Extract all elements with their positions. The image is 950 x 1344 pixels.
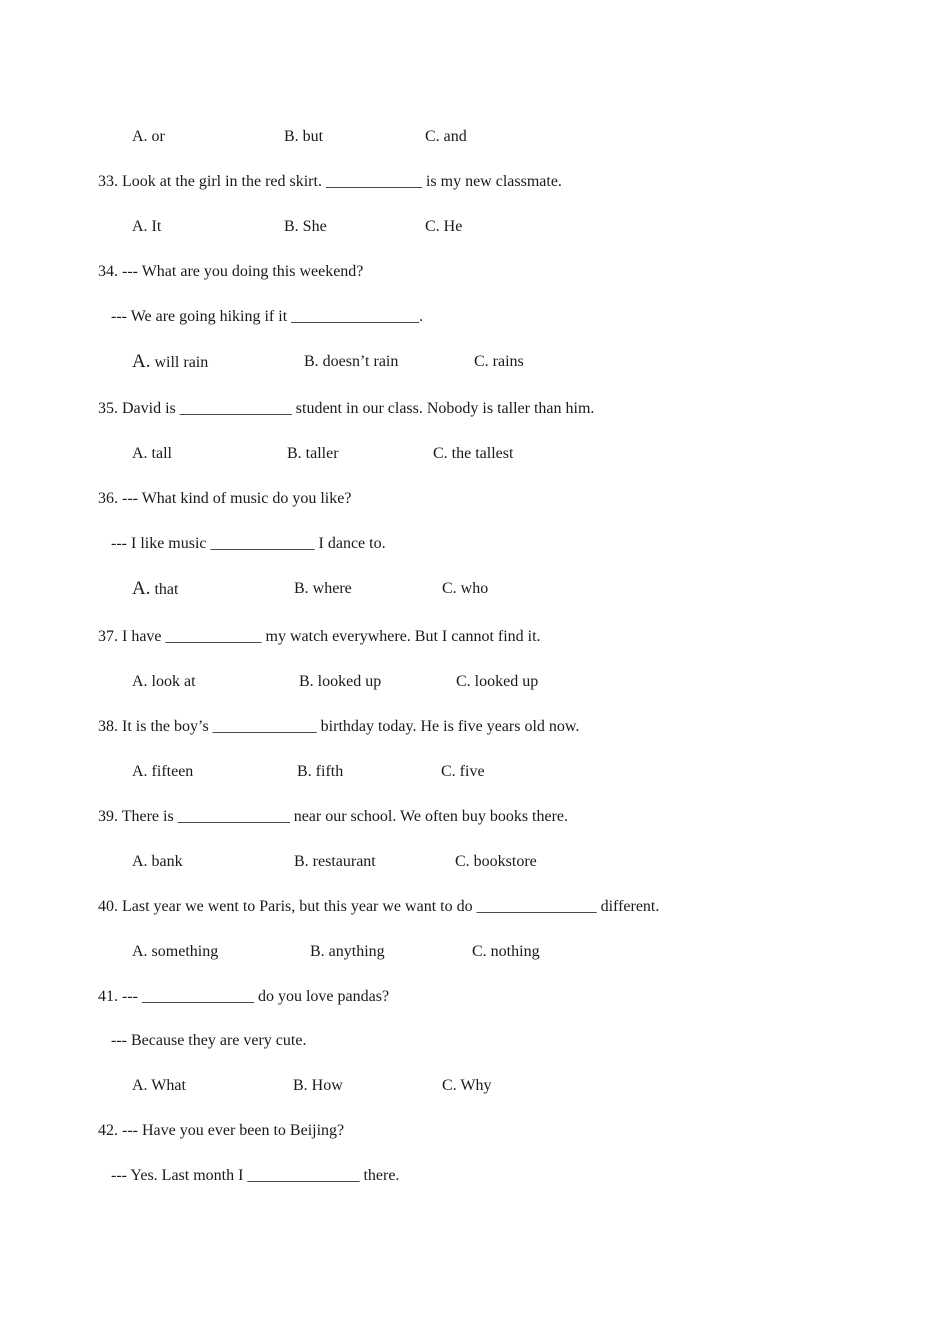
option-b: B. restaurant: [294, 853, 376, 870]
option-c: C. the tallest: [433, 445, 514, 462]
option-a: [132, 579, 178, 600]
option-c: C. rains: [474, 353, 524, 370]
option-b: B. where: [294, 580, 352, 597]
question-38: 38. It is the boy’s _____________ birthday today. He is five years old now.: [98, 718, 580, 735]
option-c: C. He: [425, 218, 463, 235]
option-a: A. look at: [132, 673, 196, 690]
question-36: 36. --- What kind of music do you like?: [98, 490, 352, 507]
option-b: B. doesn’t rain: [304, 353, 399, 370]
option-a: A. fifteen: [132, 763, 194, 780]
question-39: 39. There is ______________ near our school. We often buy books there.: [98, 808, 569, 825]
option-a: A. bank: [132, 853, 183, 870]
option-c: C. and: [425, 128, 467, 145]
option-a: A. It: [132, 218, 162, 235]
option-a: A. What: [132, 1077, 186, 1094]
option-c: C. bookstore: [455, 853, 537, 870]
option-b: B. How: [293, 1077, 343, 1094]
option-c: C. nothing: [472, 943, 540, 960]
reply-36: --- I like music _____________ I dance to.: [111, 535, 386, 552]
option-a: A. something: [132, 943, 219, 960]
reply-34: --- We are going hiking if it ________________.: [111, 308, 424, 325]
option-a-text: that: [150, 581, 179, 598]
question-42: 42. --- Have you ever been to Beijing?: [98, 1122, 345, 1139]
reply-42: --- Yes. Last month I ______________ there.: [111, 1167, 400, 1184]
option-c: C. five: [441, 763, 485, 780]
option-a: A. tall: [132, 445, 172, 462]
option-a: A. or: [132, 128, 165, 145]
option-b: B. taller: [287, 445, 339, 462]
option-a-text: will rain: [150, 354, 209, 371]
option-b: B. looked up: [299, 673, 382, 690]
option-b: B. fifth: [297, 763, 344, 780]
option-a-letter: A.: [132, 351, 151, 372]
question-34: 34. --- What are you doing this weekend?: [98, 263, 364, 280]
option-c: C. Why: [442, 1077, 492, 1094]
reply-41: --- Because they are very cute.: [111, 1032, 307, 1049]
question-40: 40. Last year we went to Paris, but this year we want to do _______________ different.: [98, 898, 660, 915]
option-b: B. anything: [310, 943, 385, 960]
option-b: B. She: [284, 218, 327, 235]
option-b: B. but: [284, 128, 324, 145]
question-41: 41. --- ______________ do you love pandas?: [98, 988, 390, 1005]
option-c: C. looked up: [456, 673, 539, 690]
question-33: 33. Look at the girl in the red skirt. ____________ is my new classmate.: [98, 173, 562, 190]
question-35: 35. David is ______________ student in our class. Nobody is taller than him.: [98, 400, 595, 417]
option-c: C. who: [442, 580, 489, 597]
option-a-letter: A.: [132, 578, 151, 599]
question-37: 37. I have ____________ my watch everywhere. But I cannot find it.: [98, 628, 541, 645]
option-a: [132, 352, 208, 373]
